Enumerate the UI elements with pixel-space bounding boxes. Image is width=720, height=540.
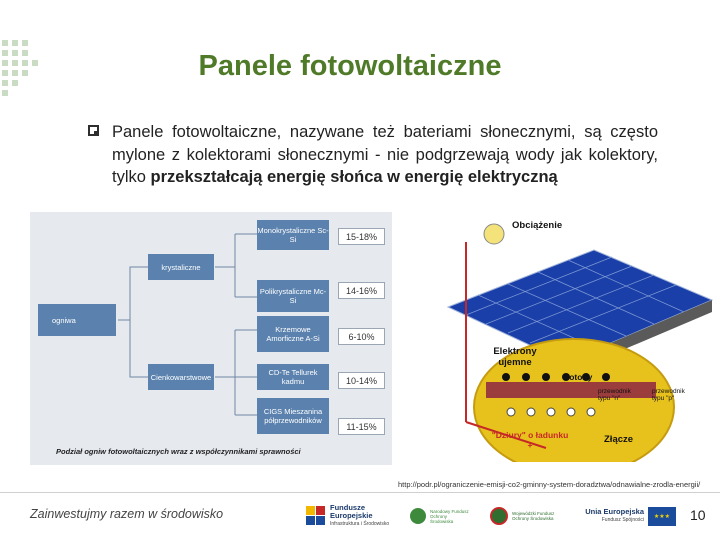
pv-cell-illustration	[426, 212, 714, 462]
logo-fundusze-europejskie	[306, 497, 392, 535]
nfos-leaf-icon	[410, 508, 426, 524]
cell-types-diagram	[30, 212, 392, 465]
checkbox-bullet-icon	[88, 125, 99, 136]
wfos-emblem-icon	[490, 507, 508, 525]
bullet-text-plain: Panele fotowoltaiczne, nazywane też bateriami słonecznymi, są często mylone z kolektorami słonecznymi - nie podgrzewają wody jak kolektory, tylko	[112, 123, 658, 186]
label-photons: Fotony	[564, 372, 593, 382]
diagram-leaf-cigs: CIGS Mieszanina półprzewodników	[257, 398, 329, 434]
eu-subtitle: Fundusz Spójności	[601, 517, 644, 523]
bullet-text	[112, 121, 658, 189]
fe-star-icon	[306, 506, 326, 526]
diagram-root-node: ogniwa	[38, 304, 116, 336]
diagram-leaf-cdte: CD-Te Tellurek kadmu	[257, 364, 329, 390]
efficiency-amorphous: 6-10%	[338, 328, 385, 345]
diagram-branch-thinfilm: Cienkowarstwowe	[148, 364, 214, 390]
logo-eu	[574, 497, 676, 535]
label-junction: Złącze	[604, 434, 634, 445]
diagram-caption: Podział ogniw fotowoltaicznych wraz z współczynnikami sprawności	[56, 447, 301, 456]
fe-title: Fundusze Europejskie	[330, 503, 373, 520]
nfos-text: Narodowy Fundusz Ochrony Środowiska	[430, 508, 469, 524]
diagram-leaf-amorphous: Krzemowe Amorficzne A-Si	[257, 316, 329, 352]
eu-title: Unia Europejska	[585, 507, 644, 516]
efficiency-poly: 14-16%	[338, 282, 385, 299]
efficiency-mono: 15-18%	[338, 228, 385, 245]
footer-slogan: Zainwestujmy razem w środowisko	[30, 507, 224, 521]
diagram-branch-crystalline: krystaliczne	[148, 254, 214, 280]
eu-flag-icon: ★★★	[648, 507, 676, 526]
footer-divider	[0, 492, 720, 493]
label-n-type: przewodnik typu "n"	[598, 388, 631, 402]
label-electrons: Elektrony ujemne	[493, 346, 537, 368]
diagram-leaf-poly: Polikrystaliczne Mc-Si	[257, 280, 329, 312]
page-number: 10	[690, 507, 706, 523]
fe-subtitle: Infrastruktura i Środowisko	[330, 521, 390, 527]
bullet-point	[88, 121, 658, 189]
decorative-dots	[0, 40, 40, 110]
efficiency-cigs: 11-15%	[338, 418, 385, 435]
bullet-text-bold: przekształcają energię słońca w energię elektryczną	[150, 168, 558, 186]
slide-title: Panele fotowoltaiczne	[198, 50, 502, 82]
pv-cell-drawing	[426, 212, 714, 462]
wfos-text: Wojewódzki Fundusz Ochrony Środowiska	[512, 511, 555, 521]
label-holes: "Dziury" o ładunku +	[491, 430, 569, 450]
label-load: Obciążenie	[512, 220, 563, 231]
label-p-type: przewodnik typu "p"	[652, 388, 685, 402]
logo-nfos	[410, 497, 470, 535]
logo-wfos	[490, 497, 558, 535]
source-url[interactable]: http://podr.pl/ograniczenie-emisji-co2-gminny-system-doradztwa/odnawialne-zrodla-energii/	[398, 480, 701, 489]
diagram-leaf-mono: Monokrystaliczne Sc-Si	[257, 220, 329, 250]
efficiency-cdte: 10-14%	[338, 372, 385, 389]
